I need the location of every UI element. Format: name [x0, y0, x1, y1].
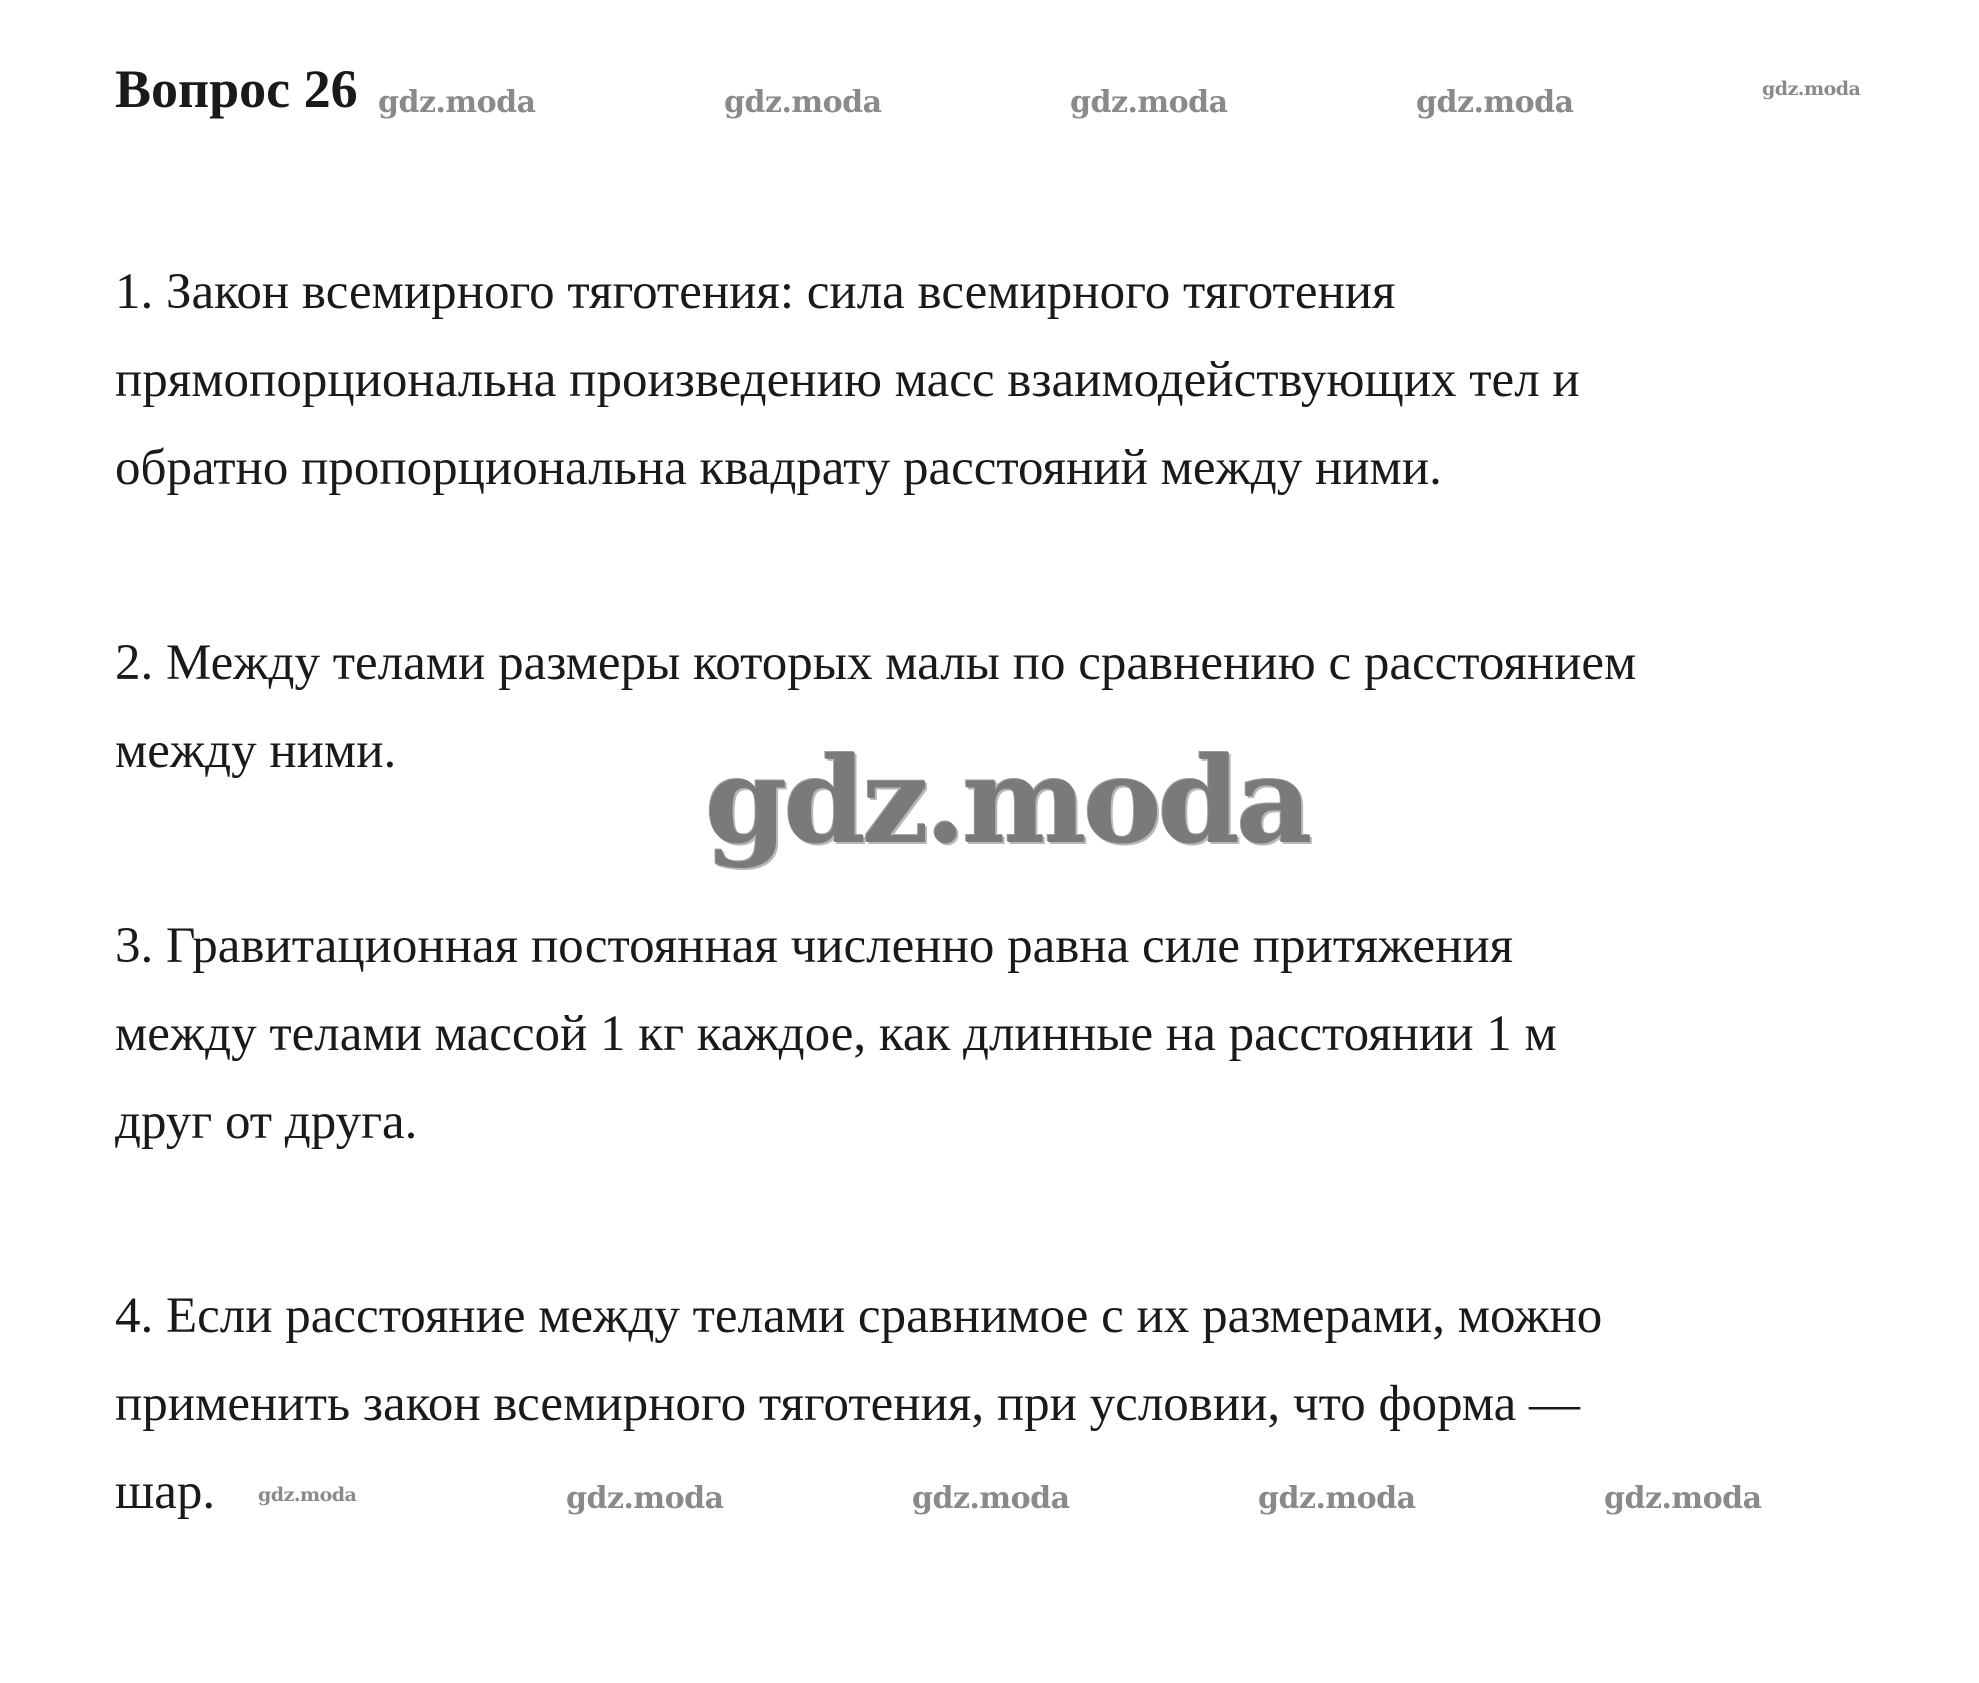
- answer-line: 1. Закон всемирного тяготения: сила всемирного тяготения: [115, 264, 1396, 320]
- watermark: gdz.moda: [1604, 1481, 1762, 1516]
- watermark: gdz.moda: [724, 85, 882, 120]
- answer-line: прямопорциональна произведению масс взаимодействующих тел и: [115, 352, 1580, 408]
- answer-line: друг от друга.: [115, 1094, 418, 1150]
- answer-line: 4. Если расстояние между телами сравнимое с их размерами, можно: [115, 1288, 1603, 1344]
- watermark: gdz.moda: [1070, 85, 1228, 120]
- answer-line: между телами массой 1 кг каждое, как длинные на расстоянии 1 м: [115, 1006, 1557, 1062]
- answer-line: шар.: [115, 1464, 216, 1520]
- answer-line: 3. Гравитационная постоянная численно равна силе притяжения: [115, 918, 1514, 974]
- watermark: gdz.moda: [1416, 85, 1574, 120]
- answer-line: обратно пропорциональна квадрату расстояний между ними.: [115, 440, 1442, 496]
- watermark: gdz.moda: [912, 1481, 1070, 1516]
- watermark: gdz.moda: [566, 1481, 724, 1516]
- page-title: Вопрос 26: [115, 59, 358, 119]
- answer-3: [115, 902, 1557, 1166]
- answer-line: между ними.: [115, 723, 397, 779]
- watermark: gdz.moda: [1258, 1481, 1416, 1516]
- watermark: gdz.moda: [1762, 78, 1861, 100]
- answer-line: применить закон всемирного тяготения, при условии, что форма —: [115, 1376, 1581, 1432]
- watermark-large: gdz.moda: [705, 731, 1309, 870]
- watermark: gdz.moda: [258, 1484, 357, 1506]
- answer-line: 2. Между телами размеры которых малы по сравнению с расстоянием: [115, 635, 1637, 691]
- answer-1: [115, 248, 1580, 512]
- watermark: gdz.moda: [378, 85, 536, 120]
